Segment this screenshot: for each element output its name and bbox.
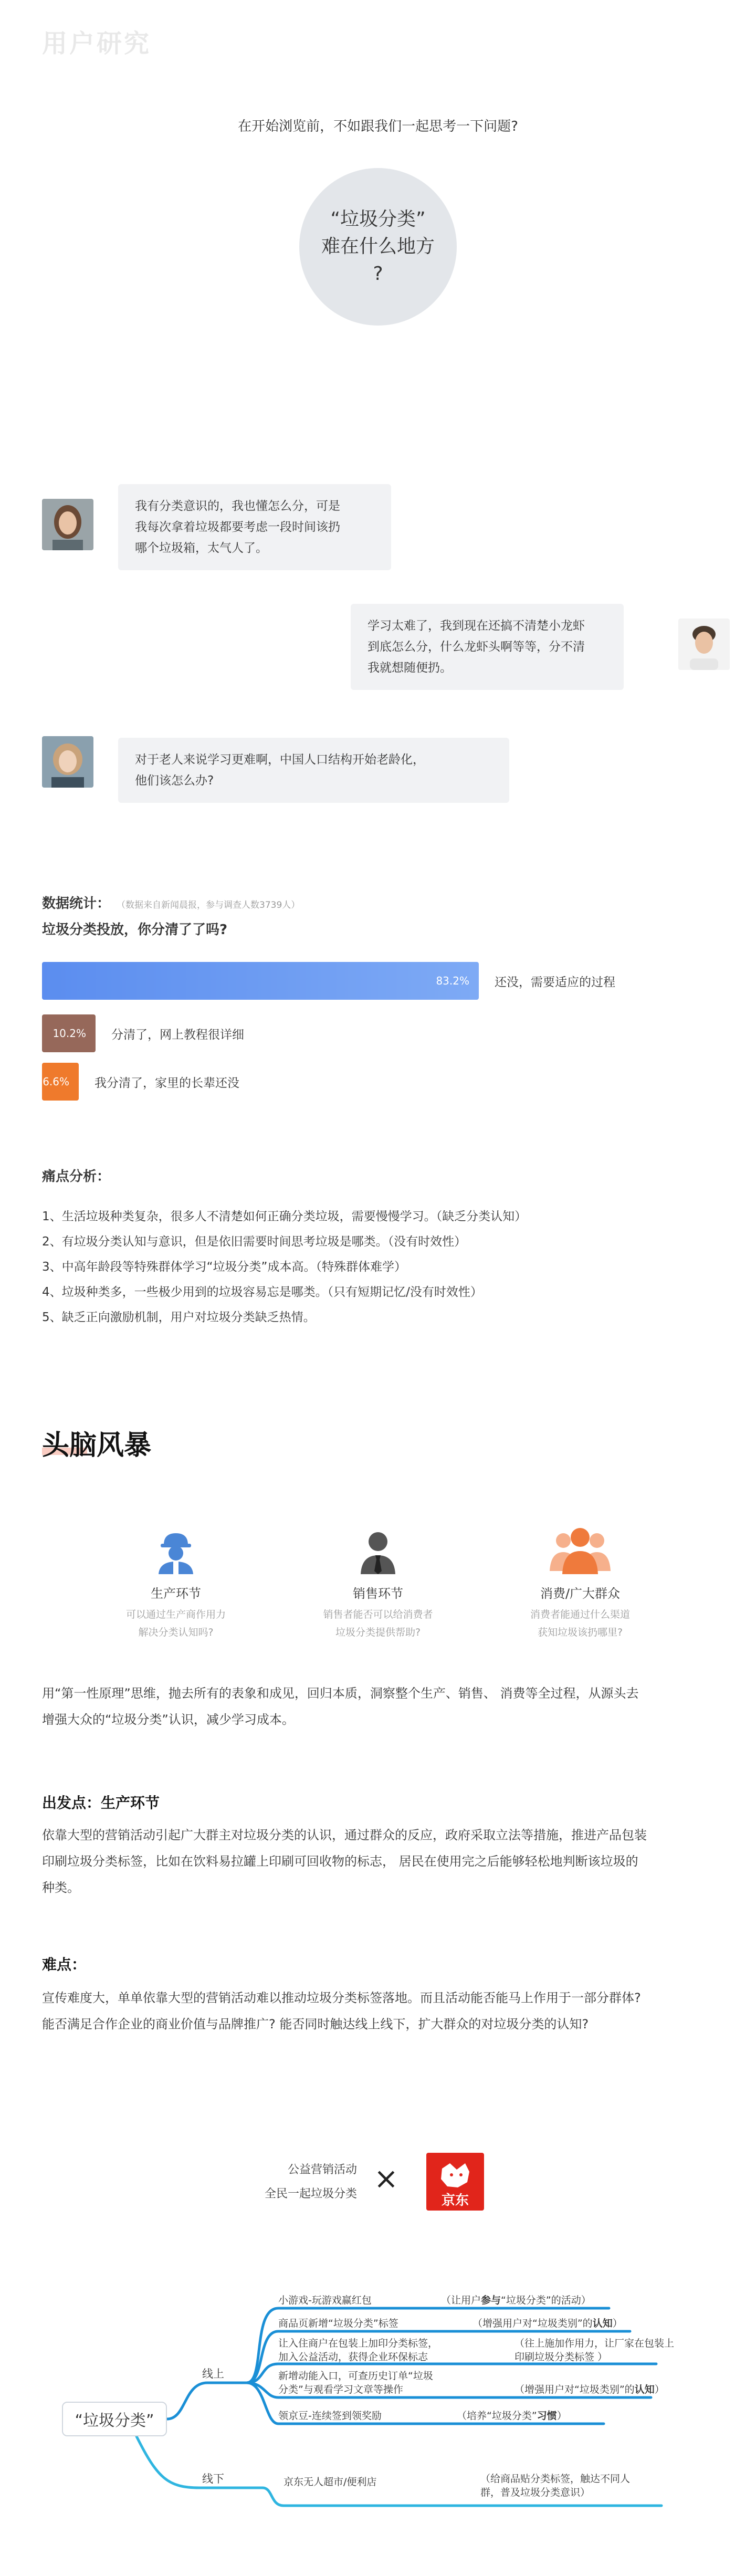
bar-row [42, 1014, 244, 1052]
jd-logo [426, 2153, 484, 2211]
mindmap-item: 商品页新增“垃圾分类”标签 [278, 2318, 398, 2329]
pain-item: 2、有垃圾分类认知与意识，但是依旧需要时间思考垃圾是哪类。（没有时效性） [42, 1235, 467, 1249]
circle-line: ? [373, 263, 383, 285]
body-line: 依靠大型的营销活动引起广大群主对垃圾分类的认识，通过群众的反应，政府采取立法等措施，推进产品包装 [42, 1828, 647, 1842]
partner-line: 公益营销活动 [287, 2163, 357, 2176]
bar-category-label: 我分清了，家里的长辈还没 [94, 1076, 239, 1090]
bar-row [42, 1063, 239, 1101]
logo-text: 京东 [441, 2193, 469, 2208]
branch-line-offline [136, 2436, 262, 2488]
role-desc-line: 可以通过生产商作用力 [125, 1609, 226, 1620]
avatar [678, 619, 730, 670]
role-desc-line: 垃圾分类提供帮助? [335, 1627, 421, 1638]
chat-line: 对于老人来说学习更难啊，中国人口结构开始老龄化， [135, 753, 425, 767]
role-desc-line: 解决分类认知吗? [138, 1627, 214, 1638]
chat-line: 我有分类意识的，我也懂怎么分，可是 [135, 499, 340, 513]
woman-avatar-icon [42, 736, 93, 788]
mindmap-note: （让用户参与“垃圾分类”的活动） [441, 2295, 591, 2306]
question-circle [299, 168, 457, 326]
chat-line: 到底怎么分，什么龙虾头啊等等，分不清 [368, 640, 585, 654]
circle-line: “垃圾分类” [330, 208, 426, 230]
chat-line: 我每次拿着垃圾都要考虑一段时间该扔 [135, 520, 340, 534]
survey-bar-chart [42, 962, 724, 1109]
start-point-title: 出发点：生产环节 [42, 1794, 160, 1811]
branch-line-online [167, 2383, 247, 2419]
role-desc [94, 1606, 257, 1641]
chat-line: 我就想随便扔。 [368, 661, 452, 675]
partner-line: 全民一起垃圾分类 [264, 2187, 357, 2201]
start-point-body [42, 1822, 724, 1901]
online-label: 线上 [202, 2368, 224, 2380]
bar-mark [42, 962, 479, 1000]
avatar [42, 736, 93, 788]
partner-text [210, 2158, 357, 2206]
avatar [42, 499, 93, 550]
mindmap-note: （培养“垃圾分类”习惯） [457, 2410, 567, 2422]
worker-icon [152, 1527, 200, 1574]
pain-item: 5、缺乏正向激励机制，用户对垃圾分类缺乏热情。 [42, 1311, 316, 1324]
woman-avatar-icon [42, 499, 93, 550]
difficulty-title: 难点： [42, 1956, 87, 1973]
role-desc [499, 1606, 662, 1641]
role-desc [297, 1606, 459, 1641]
mindmap-note: （增强用户对“垃圾类别”的认知） [514, 2384, 665, 2395]
times-icon: × [374, 2162, 398, 2196]
body-line: 宣传难度大，单单依靠大型的营销活动难以推动垃圾分类标签落地。而且活动能否能马上作用于一部分群体? [42, 1991, 641, 2005]
intro-question: 在开始浏览前，不如跟我们一起思考一下问题? [238, 119, 518, 134]
chat-bubble [351, 604, 624, 690]
stats-header [42, 893, 300, 912]
role-desc-line: 消费者能通过什么渠道 [530, 1609, 630, 1620]
role-title: 消费/广大群众 [540, 1586, 621, 1601]
page-title: 用户研究 [42, 29, 152, 58]
bar-row [42, 962, 615, 1000]
bar-category-label: 还没，需要适应的过程 [495, 975, 615, 989]
mindmap-item: 新增动能入口，可查历史订单“垃圾 分类”与观看学习文章等操作 [278, 2370, 433, 2395]
offline-label: 线下 [202, 2473, 224, 2485]
pain-item: 1、生活垃圾种类复杂，很多人不清楚如何正确分类垃圾，需要慢慢学习。（缺乏分类认知） [42, 1210, 527, 1223]
role-title: 销售环节 [353, 1586, 403, 1601]
circle-line: 难在什么地方 [321, 236, 435, 257]
body-line: 印刷垃圾分类标签，比如在饮料易拉罐上印刷可回收物的标志， 居民在使用完之后能够轻松地判断该垃圾的 [42, 1854, 638, 1869]
summary-line: 增强大众的“垃圾分类”认识，减少学习成本。 [42, 1712, 295, 1727]
salesman-icon [354, 1527, 402, 1574]
difficulty-body [42, 1985, 724, 2037]
stats-question: 垃圾分类投放，你分清了了吗? [42, 922, 228, 938]
bar-mark [42, 1063, 79, 1101]
bar-value-label: 10.2% [52, 1027, 86, 1040]
mindmap-note: （增强用户对“垃圾类别”的认知） [472, 2318, 623, 2329]
bar-category-label: 分清了，网上教程很详细 [111, 1028, 244, 1042]
chat-bubble [118, 484, 391, 570]
bar-value-label: 83.2% [436, 975, 469, 987]
mindmap-root: “垃圾分类” [62, 2402, 167, 2436]
chat-line: 学习太难了，我到现在还搞不清楚小龙虾 [368, 619, 585, 633]
role-desc-line: 销售者能否可以给消费者 [323, 1609, 433, 1620]
body-line: 种类。 [42, 1880, 80, 1895]
mindmap-note: （给商品贴分类标签，触达不同人 群，普及垃圾分类意识） [480, 2473, 631, 2498]
mindmap-note: （往上施加作用力，让厂家在包装上 印刷垃圾分类标签 ） [514, 2338, 675, 2363]
stats-note: （数据来自新闻晨报，参与调查人数3739人） [117, 900, 300, 910]
pain-item: 4、垃圾种类多，一些极少用到的垃圾容易忘是哪类。（只有短期记忆/没有时效性） [42, 1285, 482, 1299]
man-avatar-icon [678, 619, 730, 670]
pain-item: 3、中高年龄段等特殊群体学习“垃圾分类”成本高。（特殊群体难学） [42, 1260, 406, 1274]
body-line: 能否满足合作企业的商业价值与品牌推广? 能否同时触达线上线下，扩大群众的对垃圾分类的认知? [42, 2017, 589, 2032]
mindmap-item: 领京豆-连续签到领奖励 [278, 2410, 382, 2422]
role-desc-line: 获知垃圾该扔哪里? [537, 1627, 623, 1638]
mindmap-item: 京东无人超市/便利店 [284, 2476, 377, 2488]
chat-line: 哪个垃圾箱，太气人了。 [135, 541, 268, 555]
bar-mark [42, 1014, 96, 1052]
summary-line: 用“第一性原理”思维，抛去所有的表象和成见，回归本质，洞察整个生产、销售、 消费等全过程，从源头去 [42, 1686, 639, 1701]
pain-title: 痛点分析： [42, 1169, 111, 1185]
brainstorm-title: 头脑风暴 [42, 1430, 152, 1461]
stats-label: 数据统计： [42, 896, 111, 912]
chat-bubble [118, 738, 509, 803]
mindmap-item: 让入住商户在包装上加印分类标签， 加入公益活动，获得企业环保标志 [278, 2338, 438, 2363]
bar-value-label: 6.6% [43, 1075, 69, 1088]
role-title: 生产环节 [151, 1586, 201, 1601]
chat-line: 他们该怎么办? [135, 774, 214, 788]
brainstorm-summary [42, 1680, 719, 1733]
mindmap-item: 小游戏-玩游戏赢红包 [278, 2295, 372, 2306]
crowd-icon [549, 1523, 612, 1574]
